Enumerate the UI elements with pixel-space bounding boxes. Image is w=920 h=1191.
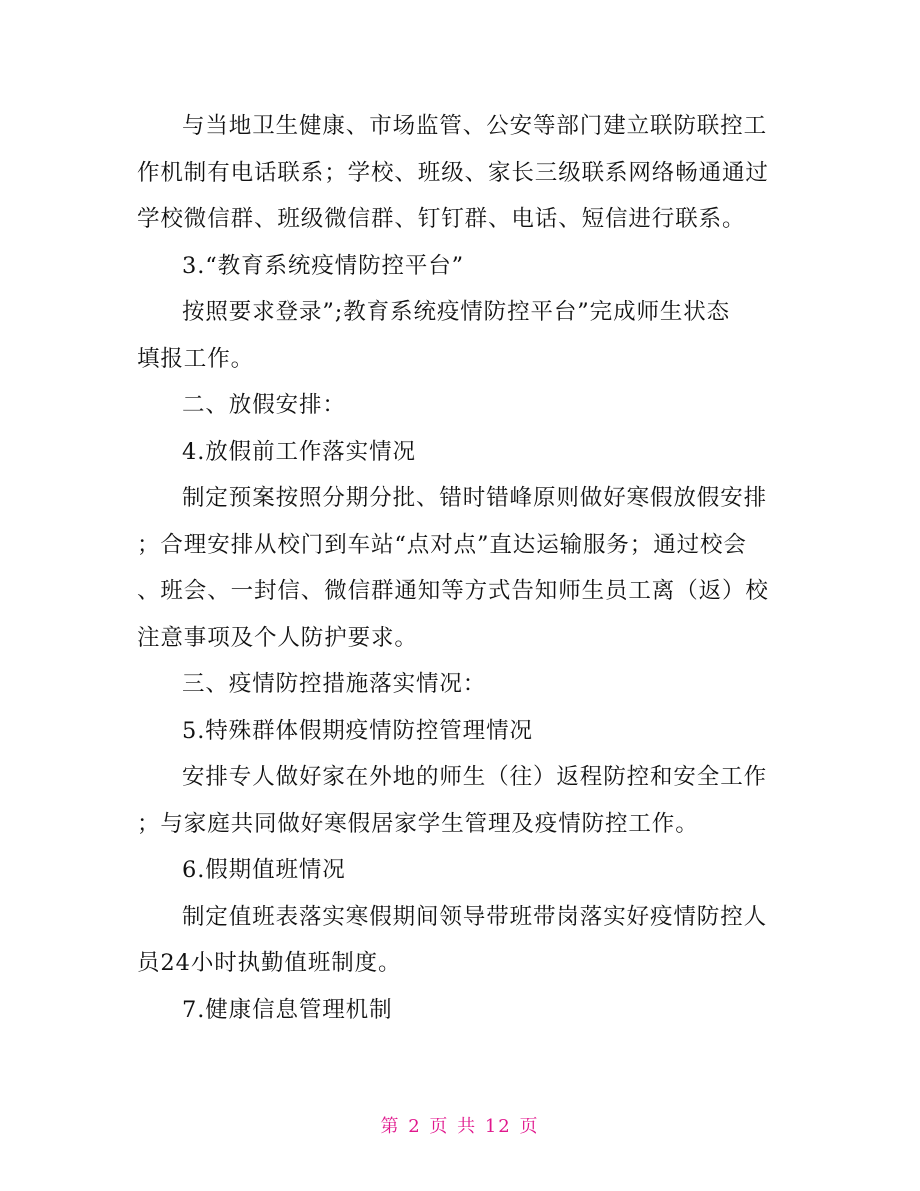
paragraph bbox=[137, 289, 785, 382]
text-line: ；合理安排从校门到车站“点对点”直达运输服务；通过校会 bbox=[137, 531, 747, 558]
text-line: 与当地卫生健康、市场监管、公安等部门建立联防联控工 bbox=[182, 113, 768, 139]
text-line: 按照要求登录”;教育系统疫情防控平台”完成师生状态 bbox=[182, 299, 731, 325]
section-item-heading bbox=[137, 987, 785, 1034]
text-line: ；与家庭共同做好寒假居家学生管理及疫情防控工作。 bbox=[137, 810, 699, 837]
text-line: 二、放假安排： bbox=[182, 392, 346, 418]
text-line: 填报工作。 bbox=[137, 345, 255, 372]
text-line: 5.特殊群体假期疫情防控管理情况 bbox=[182, 717, 533, 744]
text-line: 4.放假前工作落实情况 bbox=[182, 438, 416, 465]
section-item-heading bbox=[137, 429, 785, 476]
text-line: 制定预案按照分期分批、错时错峰原则做好寒假放假安排 bbox=[182, 485, 768, 511]
text-line: 安排专人做好家在外地的师生（往）返程防控和安全工作 bbox=[182, 764, 768, 790]
paragraph bbox=[137, 103, 785, 243]
text-line: 作机制有电话联系；学校、班级、家长三级联系网络畅通通过 bbox=[137, 159, 769, 186]
text-line: 员24小时执勤值班制度。 bbox=[137, 950, 402, 976]
paragraph bbox=[137, 894, 785, 987]
section-heading bbox=[137, 661, 785, 708]
page-number-footer: 第 2 页 共 12 页 bbox=[380, 1116, 540, 1137]
paragraph bbox=[137, 475, 785, 661]
text-line: 3.“教育系统疫情防控平台” bbox=[182, 252, 465, 279]
text-line: 注意事项及个人防护要求。 bbox=[137, 624, 418, 651]
section-item-heading bbox=[137, 847, 785, 894]
text-line: 制定值班表落实寒假期间领导带班带岗落实好疫情防控人 bbox=[182, 903, 768, 930]
section-item-heading bbox=[137, 708, 785, 755]
document-body bbox=[137, 103, 785, 1033]
text-line: 7.健康信息管理机制 bbox=[182, 996, 393, 1023]
text-line: 6.假期值班情况 bbox=[182, 857, 346, 883]
text-line: 、班会、一封信、微信群通知等方式告知师生员工离（返）校 bbox=[137, 578, 769, 604]
section-heading bbox=[137, 382, 785, 429]
paragraph bbox=[137, 754, 785, 847]
section-item-heading bbox=[137, 243, 785, 290]
text-line: 三、疫情防控措施落实情况： bbox=[182, 671, 487, 697]
text-line: 学校微信群、班级微信群、钉钉群、电话、短信进行联系。 bbox=[137, 206, 746, 232]
